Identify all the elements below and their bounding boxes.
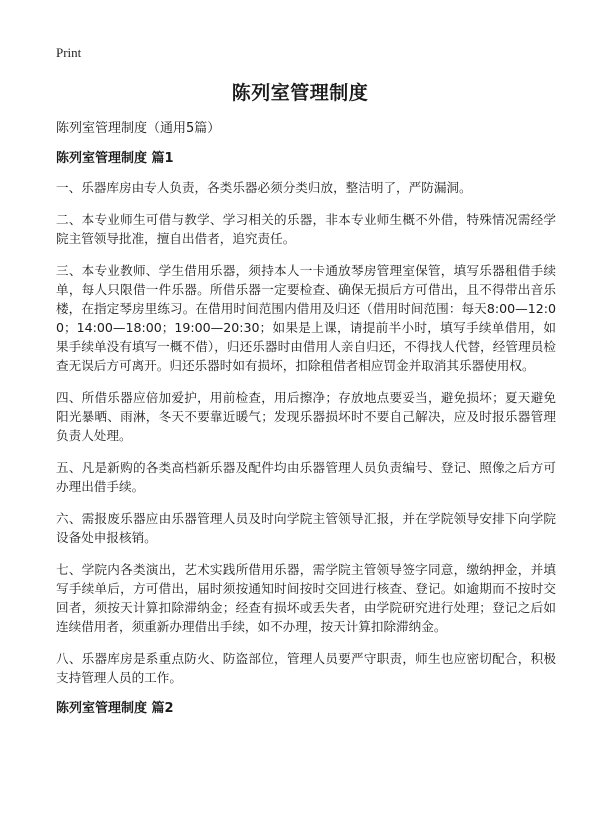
paragraph-2: 二、本专业师生可借与教学、学习相关的乐器，非本专业师生概不外借，特殊情况需经学院主管领导批准，擅自出借者，追究责任。 — [56, 212, 556, 246]
paragraph-4: 四、所借乐器应倍加爱护，用前检查，用后擦净；存放地点要妥当，避免损坏；夏天避免阳光暴晒、雨淋，冬天不要靠近暖气；发现乐器损坏时不要自己解决，应及时报乐器管理负责人处理。 — [56, 390, 556, 443]
print-link[interactable]: Print — [56, 45, 82, 60]
paragraph-3: 三、本专业教师、学生借用乐器，须持本人一卡通放琴房管理室保管，填写乐器租借手续单，每人只限借一件乐器。所借乐器一定要检查、确保无损后方可借出，且不得带出音乐楼，在指定琴房里练习。在借用时间范围内借用及归还（借用时间范围：每天8:00—12:00；14:00—18:00；19:00—20:30；如果是上课，请提前半小时，填写手续单借用，如果手续单没有填写一概不借），归还乐器时由借用人亲自归还，不得找人代替，经管理员检查无误后方可离开。归还乐器时如有损坏，扣除租借者相应罚金并取消其乐器使用权。 — [56, 263, 556, 373]
paragraph-5: 五、凡是新购的各类高档新乐器及配件均由乐器管理人员负责编号、登记、照像之后方可办理出借手续。 — [56, 460, 556, 494]
paragraph-8: 八、乐器库房是系重点防火、防盗部位，管理人员要严守职责，师生也应密切配合，积极支持管理人员的工作。 — [56, 651, 556, 685]
document-subtitle: 陈列室管理制度（通用5篇） — [56, 121, 221, 136]
paragraph-1: 一、乐器库房由专人负责，各类乐器必须分类归放，整洁明了，严防漏洞。 — [56, 180, 472, 195]
section-heading-2: 陈列室管理制度 篇2 — [56, 701, 174, 716]
paragraph-6: 六、需报废乐器应由乐器管理人员及时向学院主管领导汇报，并在学院领导安排下向学院设备处申报核销。 — [56, 511, 556, 545]
document-title: 陈列室管理制度 — [231, 82, 369, 104]
paragraph-7: 七、学院内各类演出，艺术实践所借用乐器，需学院主管领导签字同意，缴纳押金，并填写手续单后，方可借出，届时须按通知时间按时交回进行核查、登记。如逾期而不按时交回者，须按天计算扣除滞纳金；经查有损坏或丢失者，由学院研究进行处理；登记之后如连续借用者，须重新办理借出手续，如不办理，按天计算扣除滞纳金。 — [56, 562, 556, 634]
section-heading-1: 陈列室管理制度 篇1 — [56, 151, 174, 166]
document-body — [56, 120, 556, 728]
